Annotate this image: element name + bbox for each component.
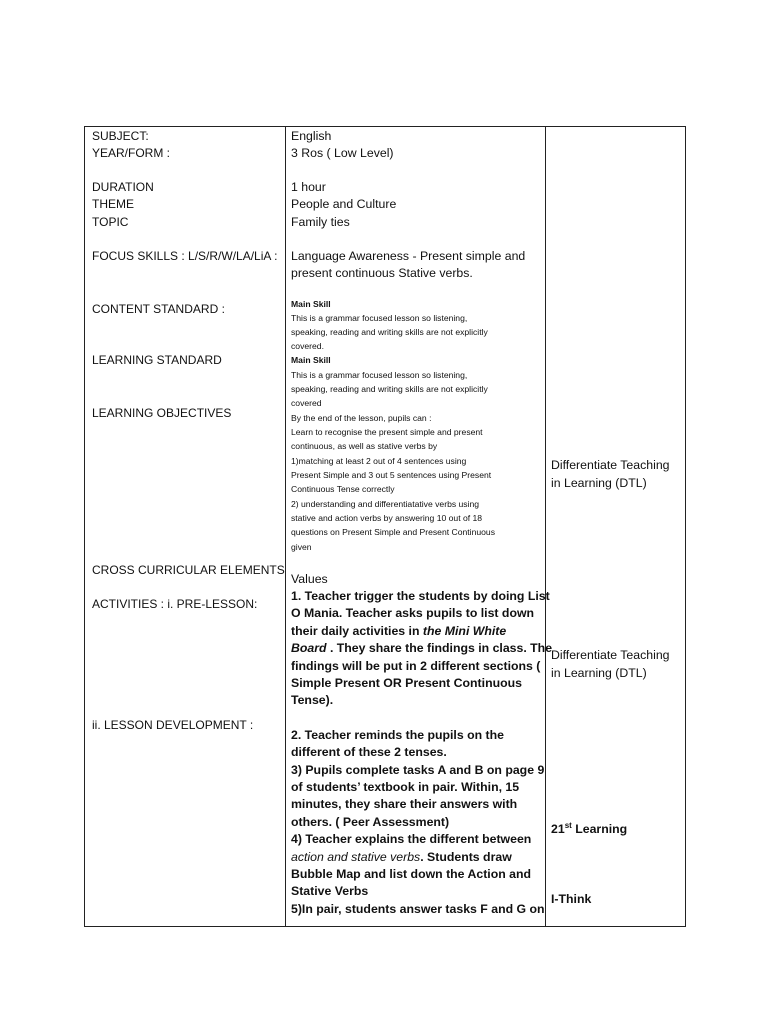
label-year-form: YEAR/FORM : bbox=[92, 146, 171, 160]
label-duration: DURATION bbox=[92, 180, 154, 194]
learning-21st-note: 21st Learning bbox=[551, 821, 628, 836]
lesson-dev-line-10: Stative Verbs bbox=[291, 884, 369, 898]
label-learning-standard: LEARNING STANDARD bbox=[92, 353, 222, 367]
label-learning-objectives: LEARNING OBJECTIVES bbox=[92, 406, 232, 420]
content-standard-heading: Main Skill bbox=[291, 299, 331, 309]
value-duration: 1 hour bbox=[291, 180, 326, 194]
label-lesson-development: ii. LESSON DEVELOPMENT : bbox=[92, 718, 254, 732]
content-standard-line-1: This is a grammar focused lesson so listening, bbox=[291, 313, 468, 323]
lesson-dev-line-11: 5)In pair, students answer tasks F and G on bbox=[291, 902, 545, 916]
dtl-note-1-line-2: in Learning (DTL) bbox=[551, 476, 647, 490]
learning-standard-line-1: This is a grammar focused lesson so listening, bbox=[291, 370, 468, 380]
cross-curricular-value: Values bbox=[291, 572, 328, 586]
column-divider-2 bbox=[545, 127, 546, 926]
label-cross-curricular: CROSS CURRICULAR ELEMENTS bbox=[92, 563, 285, 577]
value-year-form: 3 Ros ( Low Level) bbox=[291, 146, 394, 160]
lesson-dev-line-9: Bubble Map and list down the Action and bbox=[291, 867, 532, 881]
lesson-dev-line-5: minutes, they share their answers with bbox=[291, 797, 518, 811]
dtl-note-1-line-1: Differentiate Teaching bbox=[551, 458, 670, 472]
label-theme: THEME bbox=[92, 197, 134, 211]
learning-standard-heading: Main Skill bbox=[291, 355, 331, 365]
dtl-note-2-line-2: in Learning (DTL) bbox=[551, 666, 647, 680]
objectives-line-1: By the end of the lesson, pupils can : bbox=[291, 413, 432, 423]
label-topic: TOPIC bbox=[92, 215, 129, 229]
lesson-dev-line-6: others. ( Peer Assessment) bbox=[291, 815, 450, 829]
lesson-plan-table bbox=[84, 126, 686, 927]
label-pre-lesson: ACTIVITIES : i. PRE-LESSON: bbox=[92, 597, 258, 611]
pre-lesson-line-7: Tense). bbox=[291, 693, 334, 707]
lesson-dev-line-2: different of these 2 tenses. bbox=[291, 745, 447, 759]
label-focus-skills: FOCUS SKILLS : L/S/R/W/LA/LiA : bbox=[92, 249, 278, 263]
learning-standard-line-3: covered bbox=[291, 398, 322, 408]
ithink-note: I-Think bbox=[551, 892, 592, 906]
lesson-dev-line-4: of students’ textbook in pair. Within, 15 bbox=[291, 780, 520, 794]
value-theme: People and Culture bbox=[291, 197, 397, 211]
label-subject: SUBJECT: bbox=[92, 129, 149, 143]
pre-lesson-line-1: 1. Teacher trigger the students by doing List bbox=[291, 589, 550, 603]
pre-lesson-line-4: Board . They share the findings in class. The bbox=[291, 641, 553, 655]
objectives-line-8: stative and action verbs by answering 10 out of 18 bbox=[291, 513, 483, 523]
lesson-dev-line-3: 3) Pupils complete tasks A and B on page 9 bbox=[291, 763, 545, 777]
pre-lesson-line-5: findings will be put in 2 different sections ( bbox=[291, 659, 541, 673]
lesson-dev-line-7: 4) Teacher explains the different between bbox=[291, 832, 532, 846]
focus-skills-line-1: Language Awareness - Present simple and bbox=[291, 249, 526, 263]
value-subject: English bbox=[291, 129, 332, 143]
objectives-line-4: 1)matching at least 2 out of 4 sentences using bbox=[291, 456, 467, 466]
learning-standard-line-2: speaking, reading and writing skills are not explicitly bbox=[291, 384, 488, 394]
objectives-line-7: 2) understanding and differentiatative verbs using bbox=[291, 499, 480, 509]
pre-lesson-line-2: O Mania. Teacher asks pupils to list down bbox=[291, 606, 535, 620]
lesson-dev-line-1: 2. Teacher reminds the pupils on the bbox=[291, 728, 504, 742]
objectives-line-5: Present Simple and 3 out 5 sentences using Present bbox=[291, 470, 492, 480]
objectives-line-6: Continuous Tense correctly bbox=[291, 484, 395, 494]
objectives-line-10: given bbox=[291, 542, 312, 552]
pre-lesson-line-3: their daily activities in the Mini White bbox=[291, 624, 507, 638]
content-standard-line-3: covered. bbox=[291, 341, 324, 351]
objectives-line-3: continuous, as well as stative verbs by bbox=[291, 441, 438, 451]
focus-skills-line-2: present continuous Stative verbs. bbox=[291, 266, 473, 280]
lesson-dev-line-8: action and stative verbs. Students draw bbox=[291, 850, 512, 864]
pre-lesson-line-6: Simple Present OR Present Continuous bbox=[291, 676, 522, 690]
label-content-standard: CONTENT STANDARD : bbox=[92, 302, 225, 316]
value-topic: Family ties bbox=[291, 215, 350, 229]
objectives-line-9: questions on Present Simple and Present Continuous bbox=[291, 527, 495, 537]
dtl-note-2-line-1: Differentiate Teaching bbox=[551, 648, 670, 662]
content-standard-line-2: speaking, reading and writing skills are not explicitly bbox=[291, 327, 488, 337]
column-divider-1 bbox=[285, 127, 286, 926]
objectives-line-2: Learn to recognise the present simple and present bbox=[291, 427, 483, 437]
